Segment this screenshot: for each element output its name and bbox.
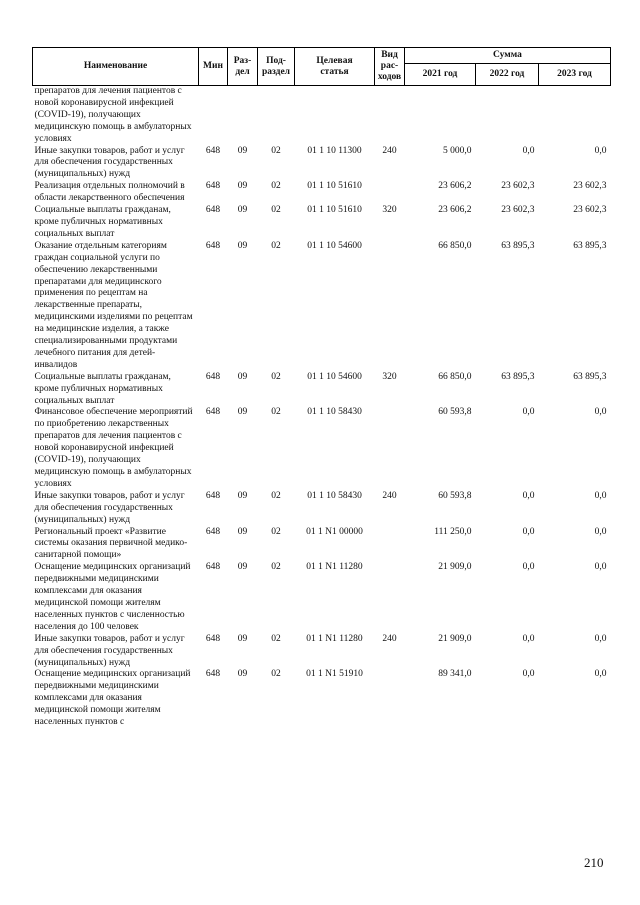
cell-podrazdel: 02 — [271, 669, 281, 680]
cell-y2022: 23 602,3 — [501, 181, 535, 192]
cell-tselevaya: 01 1 N1 11280 — [306, 562, 363, 573]
cell-razdel — [228, 86, 258, 146]
cell-y2022: 63 895,3 — [501, 371, 535, 382]
table-row — [33, 634, 611, 670]
cell-y2021: 66 850,0 — [438, 371, 472, 382]
cell-y2022 — [476, 86, 539, 146]
cell-y2022: 0,0 — [522, 633, 535, 644]
cell-name: Реализация отдельных полномочий в области лекарственного обеспечения — [34, 181, 185, 204]
cell-name: Финансовое обеспечение мероприятий по приобретению лекарственных препаратов для лечения пациентов с новой коронавирусной инфекцией (COVID-19), получающих медицинскую помощь в амбулаторных условиях — [34, 407, 193, 489]
cell-y2021: 21 909,0 — [438, 633, 472, 644]
cell-tselevaya: 01 1 10 58430 — [307, 490, 362, 501]
cell-y2023: 0,0 — [594, 526, 607, 537]
cell-y2021 — [405, 86, 476, 146]
cell-y2021: 66 850,0 — [438, 240, 472, 251]
header-razdel: Раз- дел — [228, 48, 258, 86]
cell-name: Социальные выплаты гражданам, кроме публичных нормативных социальных выплат — [34, 371, 171, 406]
cell-tselevaya: 01 1 10 58430 — [307, 407, 362, 418]
cell-y2023: 23 602,3 — [573, 181, 607, 192]
cell-vid — [375, 527, 405, 563]
cell-vid — [375, 86, 405, 146]
page-number: 210 — [584, 855, 604, 870]
cell-y2023 — [539, 86, 611, 146]
table-row — [33, 669, 611, 729]
table-row — [33, 86, 611, 146]
cell-podrazdel: 02 — [271, 181, 281, 192]
header-summa: Сумма — [405, 48, 611, 64]
cell-name: Иные закупки товаров, работ и услуг для обеспечения государственных (муниципальных) нужд — [34, 145, 185, 180]
cell-razdel: 09 — [237, 526, 248, 537]
cell-tselevaya: 01 1 10 51610 — [307, 181, 362, 192]
cell-y2023: 0,0 — [594, 562, 607, 573]
cell-podrazdel: 02 — [271, 490, 281, 501]
cell-name: Оказание отдельным категориям граждан социальной услуги по обеспечению лекарственными препаратами для медицинского применения по рецептам на лекарственные препараты, медицинскими изделиями по рецептам на медицинские изделия, а также специализированными продуктами лечебного питания для детей-инвалидов — [34, 240, 193, 370]
cell-min: 648 — [205, 669, 221, 680]
table-row — [33, 241, 611, 372]
table-row — [33, 407, 611, 490]
cell-y2023: 0,0 — [594, 407, 607, 418]
header-tselevaya: Целевая статья — [295, 48, 375, 86]
cell-y2023: 0,0 — [594, 669, 607, 680]
cell-vid — [375, 669, 405, 729]
cell-y2021: 89 341,0 — [438, 669, 472, 680]
cell-razdel: 09 — [237, 669, 248, 680]
table-row — [33, 372, 611, 408]
cell-y2022: 23 602,3 — [501, 205, 535, 216]
cell-tselevaya: 01 1 N1 00000 — [306, 526, 363, 537]
cell-min: 648 — [205, 371, 221, 382]
cell-min: 648 — [205, 633, 221, 644]
cell-razdel: 09 — [237, 181, 248, 192]
cell-y2023: 23 602,3 — [573, 205, 607, 216]
cell-min: 648 — [205, 205, 221, 216]
cell-min: 648 — [205, 181, 221, 192]
cell-podrazdel: 02 — [271, 240, 281, 251]
budget-table — [32, 47, 611, 729]
cell-name: Региональный проект «Развитие системы оказания первичной медико-санитарной помощи» — [34, 526, 188, 561]
cell-tselevaya: 01 1 10 51610 — [307, 205, 362, 216]
cell-y2021: 111 250,0 — [434, 526, 472, 537]
cell-podrazdel: 02 — [271, 145, 281, 156]
cell-name: Иные закупки товаров, работ и услуг для обеспечения государственных (муниципальных) нужд — [34, 633, 185, 668]
cell-vid — [375, 181, 405, 205]
cell-y2021: 21 909,0 — [438, 562, 472, 573]
cell-podrazdel: 02 — [271, 407, 281, 418]
cell-y2023: 0,0 — [594, 145, 607, 156]
header-2021: 2021 год — [405, 64, 476, 86]
cell-razdel: 09 — [237, 145, 248, 156]
cell-vid — [375, 241, 405, 372]
cell-name: Оснащение медицинских организаций передвижными медицинскими комплексами для оказания медицинской помощи жителям населенных пунктов с — [34, 669, 191, 728]
cell-y2022: 0,0 — [522, 490, 535, 501]
cell-y2023: 63 895,3 — [573, 371, 607, 382]
cell-tselevaya — [295, 86, 375, 146]
cell-name: Оснащение медицинских организаций передвижными медицинскими комплексами для оказания медицинской помощи жителям населенных пунктов с численностью населения до 100 человек — [34, 562, 191, 632]
header-2023: 2023 год — [539, 64, 611, 86]
cell-y2023: 0,0 — [594, 633, 607, 644]
cell-razdel: 09 — [237, 407, 248, 418]
cell-y2022: 0,0 — [522, 145, 535, 156]
cell-vid: 240 — [382, 145, 397, 156]
table-row — [33, 205, 611, 241]
table-row — [33, 491, 611, 527]
header-2022: 2022 год — [476, 64, 539, 86]
cell-razdel: 09 — [237, 562, 248, 573]
cell-podrazdel: 02 — [271, 562, 281, 573]
cell-vid: 240 — [382, 490, 397, 501]
cell-min: 648 — [205, 526, 221, 537]
cell-min: 648 — [205, 490, 221, 501]
cell-vid: 240 — [382, 633, 397, 644]
document-page — [32, 47, 610, 729]
cell-vid — [375, 562, 405, 633]
cell-razdel: 09 — [237, 633, 248, 644]
cell-podrazdel: 02 — [271, 633, 281, 644]
cell-tselevaya: 01 1 10 11300 — [307, 145, 362, 156]
cell-vid: 320 — [382, 371, 397, 382]
cell-tselevaya: 01 1 10 54600 — [307, 371, 362, 382]
cell-name: препаратов для лечения пациентов с новой коронавирусной инфекцией (COVID-19), получающих медицинскую помощь в амбулаторных условиях — [34, 86, 192, 144]
cell-tselevaya: 01 1 N1 51910 — [306, 669, 363, 680]
cell-y2021: 60 593,8 — [438, 407, 472, 418]
cell-name: Социальные выплаты гражданам, кроме публичных нормативных социальных выплат — [34, 205, 171, 239]
cell-podrazdel: 02 — [271, 371, 281, 382]
header-name: Наименование — [33, 48, 199, 86]
cell-y2022: 63 895,3 — [501, 240, 535, 251]
cell-name: Иные закупки товаров, работ и услуг для обеспечения государственных (муниципальных) нужд — [34, 490, 185, 525]
cell-tselevaya: 01 1 N1 11280 — [306, 633, 363, 644]
cell-y2022: 0,0 — [522, 526, 535, 537]
cell-y2021: 60 593,8 — [438, 490, 472, 501]
table-row — [33, 562, 611, 633]
table-row — [33, 146, 611, 182]
header-vid: Вид рас- ходов — [375, 48, 405, 86]
cell-y2021: 23 606,2 — [438, 205, 472, 216]
cell-podrazdel: 02 — [271, 205, 281, 216]
cell-y2022: 0,0 — [522, 562, 535, 573]
cell-razdel: 09 — [237, 490, 248, 501]
cell-razdel: 09 — [237, 205, 248, 216]
cell-tselevaya: 01 1 10 54600 — [307, 240, 362, 251]
cell-y2021: 5 000,0 — [443, 145, 472, 156]
table-row — [33, 181, 611, 205]
table-body — [33, 86, 611, 729]
cell-podrazdel: 02 — [271, 526, 281, 537]
cell-razdel: 09 — [237, 371, 248, 382]
cell-y2023: 63 895,3 — [573, 240, 607, 251]
cell-min: 648 — [205, 240, 221, 251]
header-podrazdel: Под- раздел — [258, 48, 295, 86]
cell-min: 648 — [205, 145, 221, 156]
cell-razdel: 09 — [237, 240, 248, 251]
cell-y2022: 0,0 — [522, 407, 535, 418]
cell-y2022: 0,0 — [522, 669, 535, 680]
table-row — [33, 527, 611, 563]
cell-vid: 320 — [382, 205, 397, 216]
cell-podrazdel — [258, 86, 295, 146]
header-min: Мин — [199, 48, 228, 86]
cell-vid — [375, 407, 405, 490]
cell-y2023: 0,0 — [594, 490, 607, 501]
cell-min — [199, 86, 228, 146]
cell-y2021: 23 606,2 — [438, 181, 472, 192]
cell-min: 648 — [205, 407, 221, 418]
cell-min: 648 — [205, 562, 221, 573]
